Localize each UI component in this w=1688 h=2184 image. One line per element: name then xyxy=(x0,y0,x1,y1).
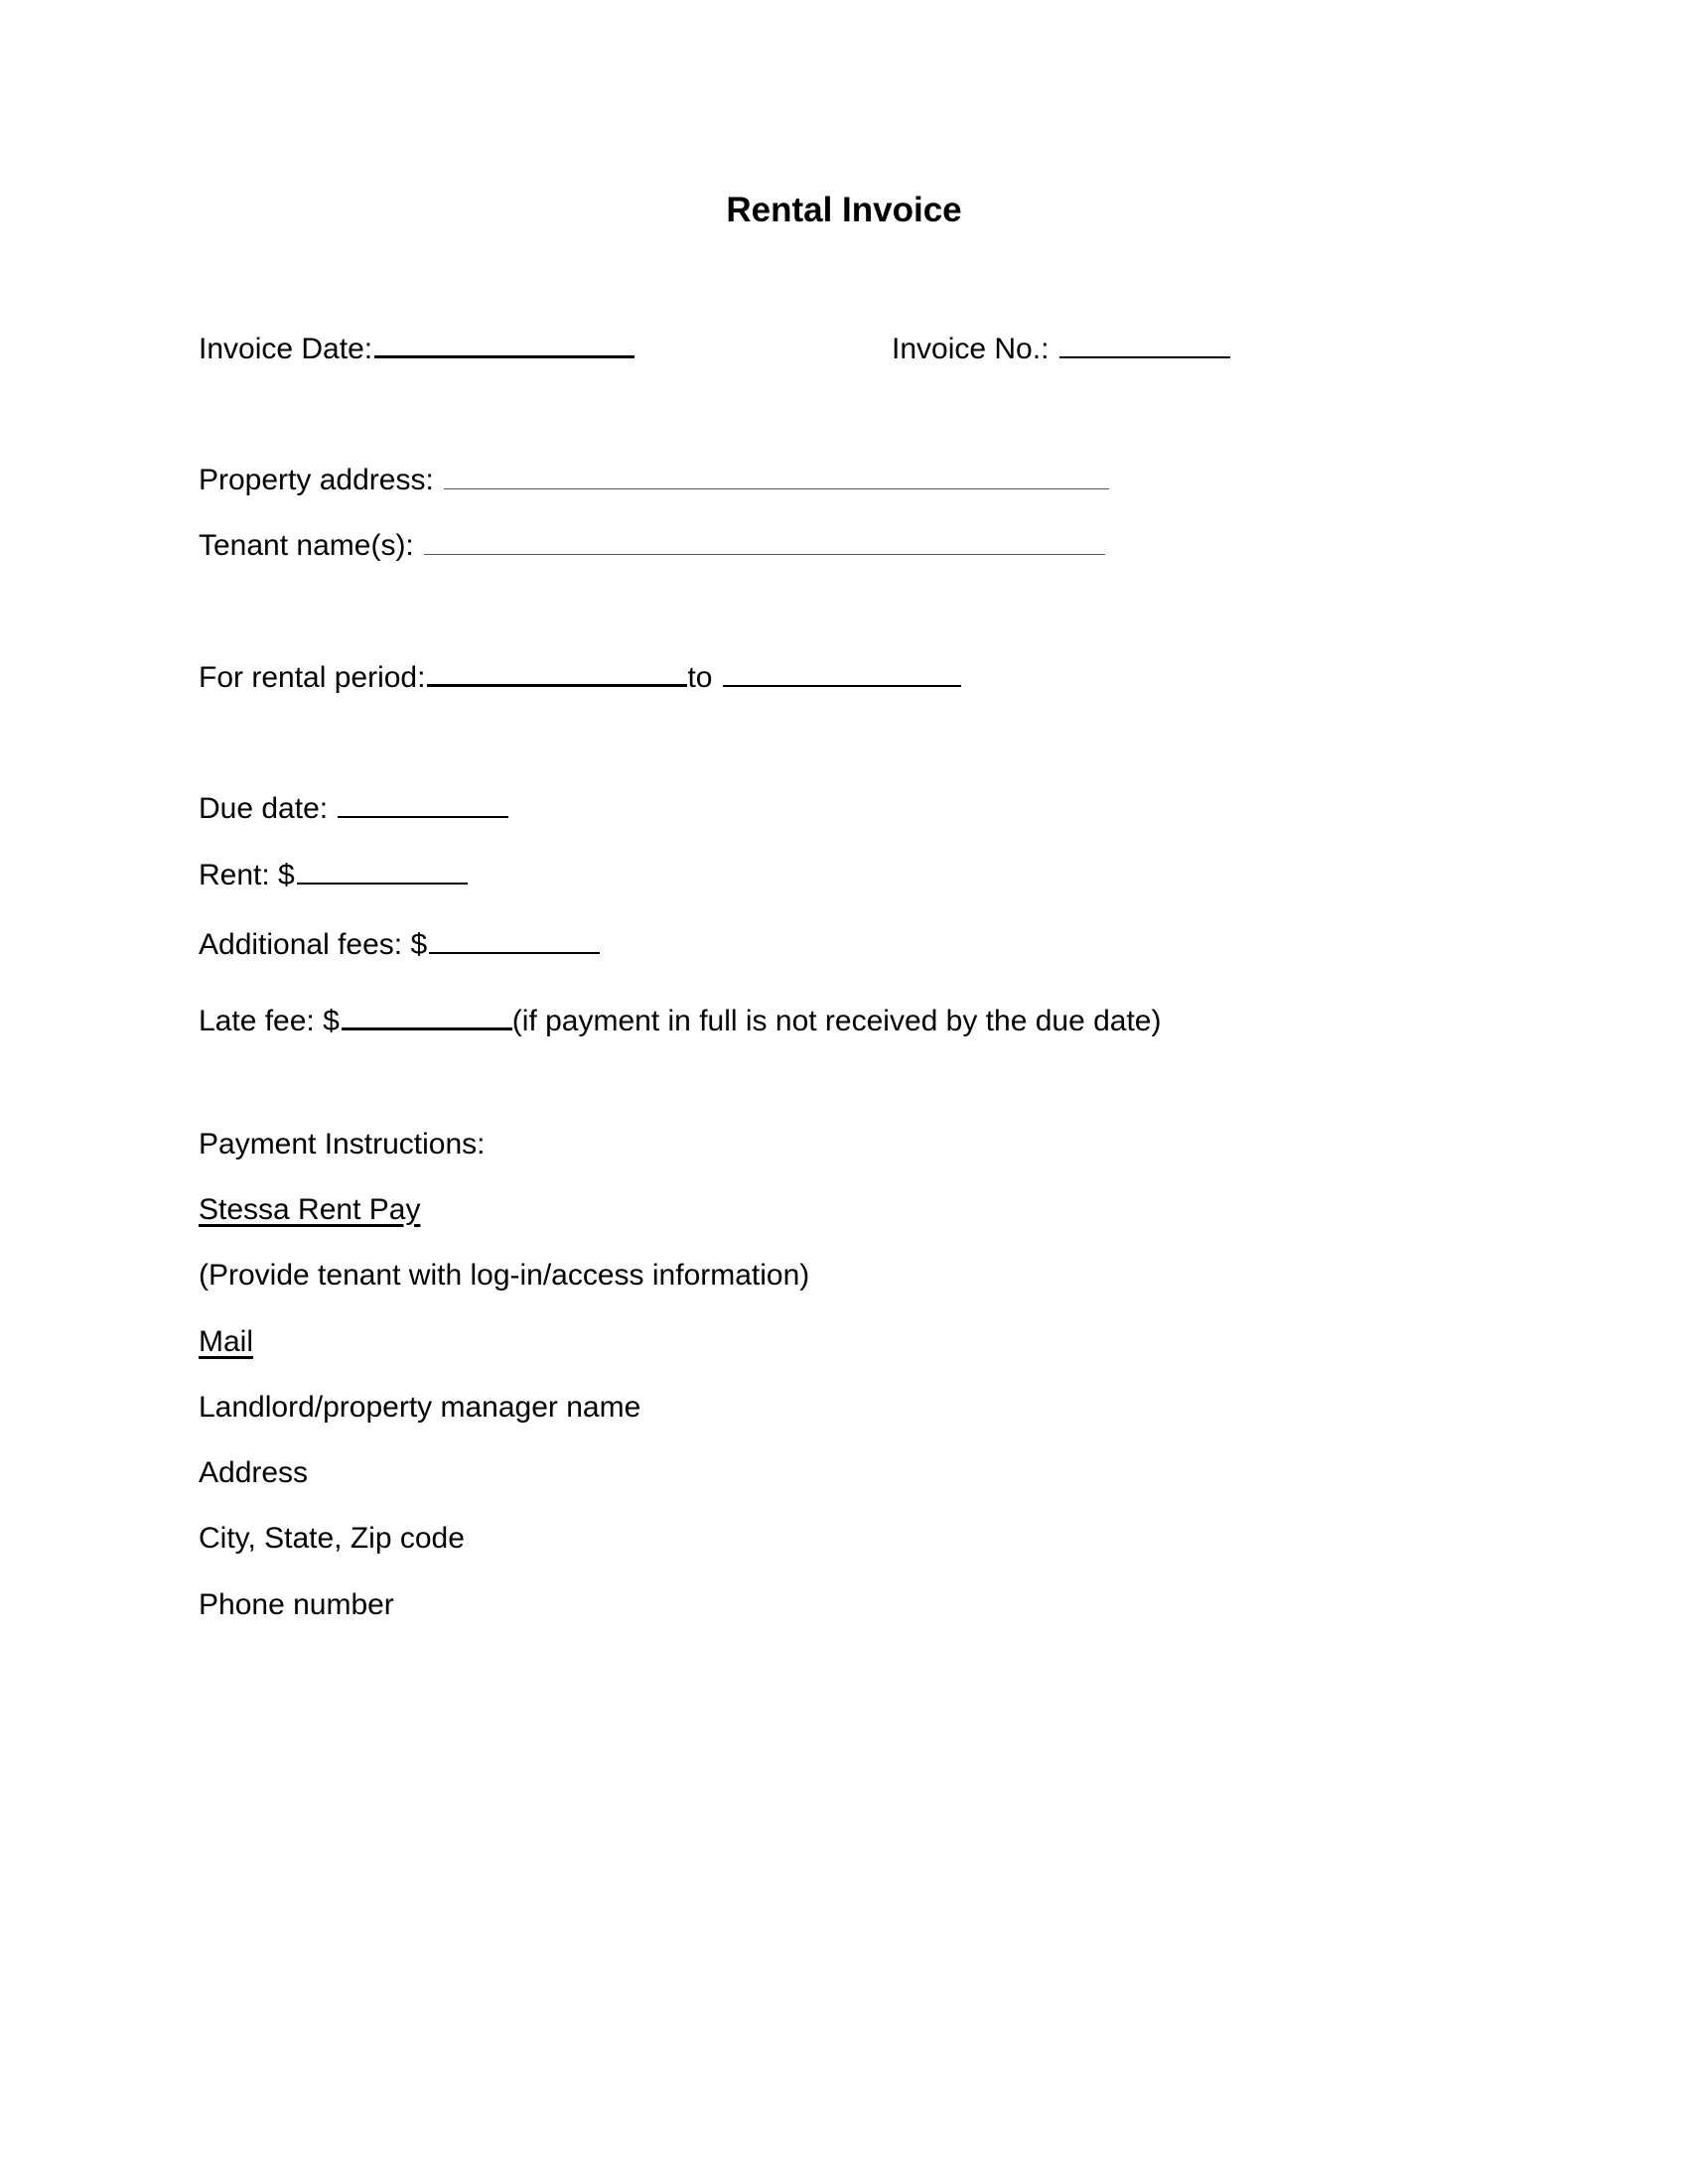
tenant-names-label: Tenant name(s): xyxy=(199,529,414,562)
rental-period-label: For rental period: xyxy=(199,661,426,694)
invoice-date-row xyxy=(199,330,634,369)
page-title: Rental Invoice xyxy=(726,191,962,229)
mail-heading: Mail xyxy=(199,1325,254,1358)
additional-fees-label: Additional fees: $ xyxy=(199,928,428,961)
mail-landlord-name: Landlord/property manager name xyxy=(199,1391,641,1424)
rental-period-to-label: to xyxy=(687,661,713,694)
mail-address: Address xyxy=(199,1456,309,1489)
rental-period-start-field[interactable] xyxy=(427,683,687,687)
property-address-label: Property address: xyxy=(199,464,434,496)
property-address-field[interactable] xyxy=(444,487,1109,489)
stessa-access-note: (Provide tenant with log-in/access information) xyxy=(199,1259,810,1292)
mail-phone-number: Phone number xyxy=(199,1588,394,1621)
late-fee-row xyxy=(199,1002,1161,1041)
invoice-date-field[interactable] xyxy=(374,354,634,358)
payment-instructions-label: Payment Instructions: xyxy=(199,1128,486,1160)
stessa-rent-pay-heading: Stessa Rent Pay xyxy=(199,1193,421,1226)
late-fee-label: Late fee: $ xyxy=(199,1005,340,1037)
due-date-row xyxy=(199,789,508,829)
rent-field[interactable] xyxy=(297,882,468,885)
rental-period-row xyxy=(199,658,961,698)
additional-fees-field[interactable] xyxy=(429,951,600,954)
mail-city-state-zip: City, State, Zip code xyxy=(199,1522,465,1555)
rent-row xyxy=(199,856,468,895)
additional-fees-row xyxy=(199,925,600,965)
due-date-field[interactable] xyxy=(338,815,508,818)
invoice-number-label: Invoice No.: xyxy=(892,333,1050,365)
tenant-names-row xyxy=(199,526,1105,566)
invoice-number-field[interactable] xyxy=(1059,355,1230,358)
invoice-date-label: Invoice Date: xyxy=(199,333,373,365)
rent-label: Rent: $ xyxy=(199,859,295,891)
late-fee-field[interactable] xyxy=(342,1026,512,1030)
due-date-label: Due date: xyxy=(199,792,329,825)
property-address-row xyxy=(199,461,1109,500)
late-fee-note: (if payment in full is not received by the due date) xyxy=(511,1005,1162,1037)
invoice-number-row xyxy=(892,330,1230,369)
tenant-names-field[interactable] xyxy=(424,553,1105,555)
rental-period-end-field[interactable] xyxy=(723,684,961,687)
